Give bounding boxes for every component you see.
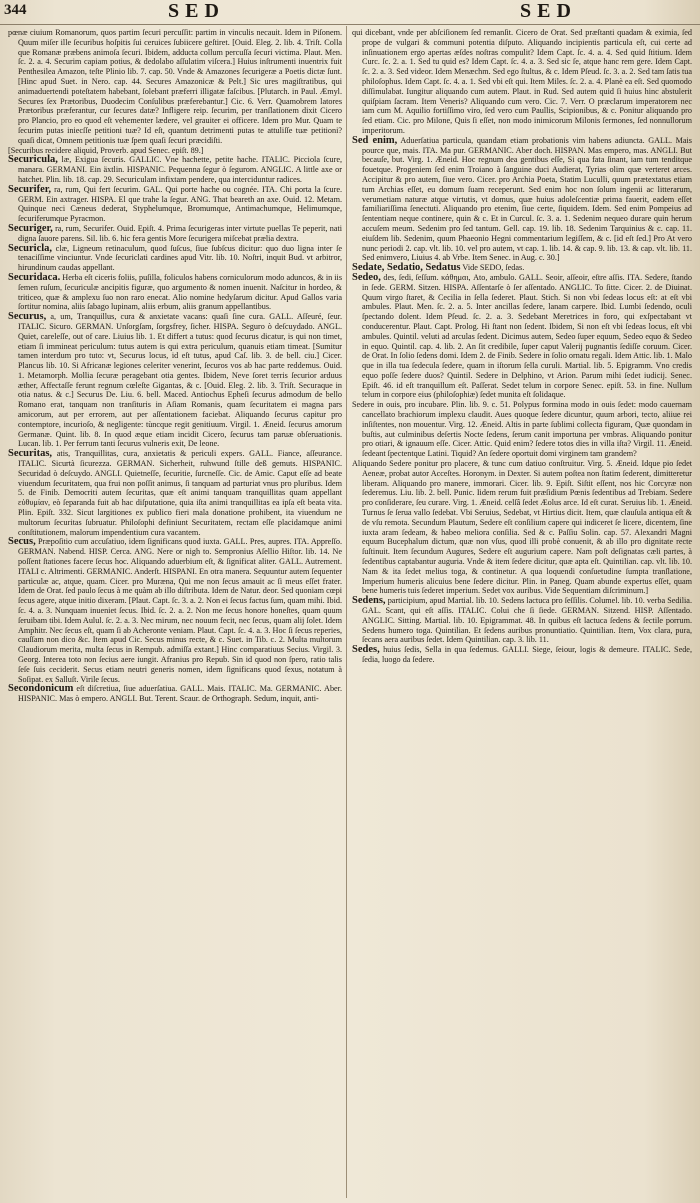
dictionary-entry — [352, 263, 692, 273]
left-column — [8, 28, 342, 1198]
right-column — [352, 28, 692, 1198]
dictionary-entry — [8, 155, 342, 184]
dictionary-entry — [8, 312, 342, 449]
entry-headword: Sed enim, — [352, 134, 398, 146]
dictionary-entry — [8, 244, 342, 273]
entry-headword: Sedate, Sedatio, Sedatus — [352, 262, 461, 274]
dictionary-entry — [8, 684, 342, 704]
entry-headword: Sedeo, — [352, 271, 381, 283]
entry-text: participium, apud Martial. lib. 10. Sedens lactuca pro ſeſſilis. Columel. lib. 10. verba Sedilia. GAL. Scant, qui eſt aſſis. ITALIC. Colui che ſi ſiede. GERMAN. Sitzend. HISP. Aſſentado. ANGLIC. Sitting. Martial. lib. 10. Epigrammat. 48. In quibus eſt lactuca ſedens & ſectile porrum. Sedens humero toga. Quintilian. Et ſedens auribus pronuntiatio. Quintilian. Item, Vox clara, pura, ſecans aera auribus ſedet. Idem Quintilian. cap. 3. lib. 11. — [362, 596, 692, 645]
entry-text: Sedere in ouis, pro incubare. Plin. lib. 9. c. 51. Polypus formina modo in ouis ſedet: modo cauernam cancellato brachiorum implexu claudit. Aues quoque ſedere dicuntur, quum arbori, tecto, aliiue rei inſiſtentes, non mouentur. Virg. 12. Æneid. Altis in parte ſublimi collecta figuram, Quæ quondam in buſtis, aut culminibus deſertis Nocte ſedens, ſerum canit importuna per vmbras. Aliquando ponitur pro otiari, & ignauum eſſe. Cicer. Attic. Quid enim? ſedere totos dies in villa iſta? Virgil. 11. Æneid. ſedeant ſpectentque Latini. Tiquid? An ſedere oportuit domi virginem tam grandem? — [352, 400, 692, 459]
dictionary-entry — [352, 645, 692, 665]
dictionary-entry — [352, 459, 692, 596]
dictionary-entry — [8, 224, 342, 244]
dictionary-entry — [352, 400, 692, 459]
dictionary-entry — [352, 136, 692, 263]
dictionary-entry — [8, 537, 342, 684]
entry-text: a, um, Tranquillus, cura & anxietate vacans: quaſi ſine cura. GALL. Aſſeuré, ſeur. ITALIC. Sicuro. GERMAN. Unſorgſam, ſorgsfrey, ſicher. HISPA. Seguro ò deſcuydado. ANGL. Quiet, careleſſe, out of care. Liuius lib. 1. Et differt a tutus: quod ſecurus dicatur, is qui non timet, etiam ſi immineat periculum: tutus autem is qui extra periculum, quanuis etiam timeat. [Sumitur tamen interdum pro tuto: vt, Securus locus, id eſt tutus, apud Caſ. lib. 3. de bell. ciu.] Cicer. Plancus lib. 10. Si Africanæ legiones celeriter venerint, ſecuros vos ab hac parte reddemus. Ouid. 1. Metamorph. Mollia ſecuræ peragebant otia gentes. Ibidem, Neve ſoret terris ſecurior arduus æther, Affectaſſe ferunt regnum cœleſte Gigantas, & c. [Ouid. Eleg. 2. lib. 3. Triſt. Securaque in otia natus. & c.] Securus De. Liu. 6. bell. Maced. Antiochus Epheſi ſecurus admodum de bello Romano erat, tanquam non tranſituris in Aſiam Romanis, quam ſecuritatem ei magna pars amicorum, aut per errorem, aut per aſſentationem faciebat. Aliquando ſecurus capitur pro contemptore, incurioſo, & negligente: tùncque regit genitiuum. Virgil. 1. Æneid. ſecurus amorum Germanæ. Quint. lib. 8. In quod æque etiam incidit Cicero, ſecurus tam paruæ obſeruationis. Lucan. lib. 1. Per ferrum tanti ſecurus vulneris exit, De leone. — [18, 312, 342, 449]
dictionary-entry — [8, 185, 342, 224]
dictionary-entry — [8, 146, 342, 156]
entry-headword: Securiger, — [8, 222, 53, 234]
entry-headword: Securifer, — [8, 183, 52, 195]
entry-headword: Sedes, — [352, 644, 380, 656]
entry-text: læ, Exigua ſecuris. GALLIC. Vne hachette, petite hache. ITALIC. Picciola ſcure, manara. GERMANI. Ein äxtlin. HISPANIC. Pequenna ſegur ò ſegurom. ANGLIC. A little axe or hatchet. Plin. lib. 18. cap. 29. Securiculam infixtam pendere, qua interciduntur radices. — [18, 155, 342, 184]
entry-text: clæ, Ligneum retinaculum, quod ſuſcus, ſiue ſubſcus dicitur: quo duo ligna inter ſe tenaciſſime vinciuntur. Vnde ſecuriclati cardines apud Vitr. lib. 10. Noſtri, inquit Bud. vt arbitror, hirundinum caudas appellant. — [18, 243, 342, 273]
entry-text: ra, rum, Qui fert ſecurim. GAL. Qui porte hache ou cognée. ITA. Chi porta la ſcure. GERM. Ein axtrager. HISPA. El que trahe la ſegur. ANG. That beareth an axe. Ouid. 12. Metam. Quinque neci Cæneus dederat, Styphelumque, Bromumque, Antimachumque, Helimumque, ſecuriferumque Pyracmon. — [18, 184, 342, 224]
entry-headword: Securicula, — [8, 154, 58, 166]
entry-headword: Securitas, — [8, 448, 53, 460]
entry-headword: Securus, — [8, 311, 47, 323]
entry-text: [Securibus recidere aliquid, Proverb. apud Senec. epiſt. 89.] — [8, 145, 204, 155]
entry-text: des, ſedi, ſeſſum. κάθημαι, Ato, ambulo. GALL. Seoir, aſſeoir, eſtre aſſis. ITA. Sedere, ſtando in ſede. GERM. Sitzen. HISPA. Aſſentarſe ò ſer aſſentado. ANGLIC. To ſitte. Cicer. 2. de Diuinat. Quum virgo ſtaret, & Cecilia in ſella ſederet. Plaut. Stich. Si non vbi ſedeas locus eſt: at eſt vbi ambules. Plaut. Men. ſc. 2. a. 5. Inter ancillas ſedere, lanam carpere. Ibid. Lumbi ſedendo, oculi ſpectando dolent. Idem Pſeud. ſc. 2. a. 3. Sedebant Meretrices in foro, qui exſpectabant vt conducerentur. Plaut. Capt. Prolog. Hi ſtant non ſedent. Ibidem, Si non eſt vbi ſedeas locus, eſt vbi ambules. Quintil. veluti ad arculas ſedent. Dicimus autem, Sedeo ſuper equum, Sedeo equo & Sedeo in equo. Quintil. cap. 4. lib. 2. An ſit credibile, ſuper caput Valerij pugnantis ſediſſe coruum. Cicer. de Orat. In ſolio ſedens domi. Idem 2. de Finib. Sedere in ſolio ornatu regali. Idem Attic. lib. 1. Malo que in illa tua ſedecula ſedere, quam in iſtorum ſella curuli. Martial. lib. 5. Epigramm. Vno credis equo poſſe ſedere duos? Quintil. Sedere in Delphino, vt Arion. Parum mihi ſedet iudicij. Senec. Epiſt. 46. id eſt tranquillum eſt. Paſſerat. Sedet telum in corpore Senec. epiſt. 53. in fine. Nullum telum in corpore eius (philoſophiæ) ſedet munita eſt ſolidaque. — [362, 272, 692, 400]
dictionary-entry — [8, 28, 342, 146]
entry-text: Præpoſitio cum accuſatiuo, idem ſignificans quod iuxta. GALL. Pres, aupres. ITA. Appreſſo. GERMAN. Nabend. HISP. Cerca. ANG. Nere or nigh to. Sempronius Aſellio Hiſtor. lib. 14. Ne poſſent ſtationes facere ſecus hoc. Aliquando aduerbium eſt, & ſignificat aliter. GALL. Autrement. ITALI c. Altrimenti. GERMANIC. Anderſt. HISPANI. En otra manera. Sequuntur autem ſequenter particulæ ac, atque, quam. Cicer. pro Muræna, Qui me non ſecus amauit ac ſi meus eſſet frater. Idem de Orat. ſed paulo ſecus à me quàm ab illo diſtributa. Idem de Natur. deor. Sed quoniam cœpi ſecus agere, atque initio dixeram. [Plaut. Capt. ſc. 3. a. 2. Non ei ſecus factus ſum, quam mihi. Ibid. ſc. 4. a. 3. Nunquam inueniet ſecus. Ibid. ſc. 2. a. 2. Non me ſecus honore honeſtes, quam quum ſeruibam tibi. Idem Aulul. ſc. 2. a. 3. Nec mirum, nec nouum fecit, nec ſecus, quam alij ſolet. Idem Amphitr. Nec ſecus eſt, quam ſi ab Acheronte veniam. Plaut. Capt. ſc. 4. a. 3. Hoc ſi ſecus reperies, cauſſam non dico &c. Item apud Cic. Secus minus recte, & c. Suet. in Tib. c. 2. Multa multorum Claudiorum merita, multa ſecus in Rempub. admiſſa extant.] Hinc comparatiuus Secius. Virgil. 3. Georg. Interea toto non ſecius aere iungit. Afranius pro Repub. Sin id quod non ſpero, ratio talis ſeſe ſuis ceciderit. Secus etiam neutri generis nomen, idem ſignificans quod ſexus, notatum à Soſipat. ex Salluſt. Virile ſecus. — [18, 537, 342, 684]
entry-text: ra, rum, Securifer. Ouid. Epiſt. 4. Prima ſecurigeras inter virtute puellas Te peperit, nati digna ſauore parens. Sil. lib. 6. hic fera gentis More ſecurigera miſcebat prælia dextra. — [18, 223, 342, 243]
entry-headword: Securidaca. — [8, 271, 61, 283]
entry-text: eſt diſcretiua, ſiue aduerſatiua. GALL. Mais. ITALIC. Ma. GERMANIC. Aber. HISPANIC. Mas ò empero. ANGLI. But. Terent. Scaur. de Orthograph. Sedum, inquit, anti- — [18, 684, 342, 704]
entry-headword: Secus, — [8, 536, 36, 548]
entry-text: Vide SEDO, ſedas. — [462, 263, 525, 273]
entry-text: Aduerſatiua particula, quandam etiam probationis vim habens adiuncta. GALL. Mais pource que, mais. ITA. Ma pur. GERMANIC. Aber doch. HISPAN. Mas empero, mas. ANGLI. But becauſe, but. Virg. 1. Æneid. Hoc regnum dea gentibus eſſe, Si qua fata ſinant, iam tum tenditque fouetque. Progeniem ſed enim Troiano à ſanguine duci Audierat, Tyrias olim quæ verteret arces. Accipitur & pro autem, ſiue vero. Cicer. pro Archia Poeta, Statim Luculli, quum prætextatus etiam tum Archias eſſet, eu domum ſuam receperunt. Sed enim hoc non ſolum ingenii ac litterarum, verumetiam naturæ atque virtutis, vt domus, quæ huius adoleſcentiæ prima fauerit, eadem eſſet familiariſſima ſenectuti. Aliquando pro etenim, ſiue certe, ſiquidem. Idem. Sed enim Pompeius ad ſententiam neque continere, quin & c. Et in Curcul. ſc. 3. a. 1. Sedenim nequeo durare quin herum accuſem meum. Sedenim pro ſed tantum. Gell. cap. 19. lib. 18. Sedenim Tarquinius & c. cap. 11. eiuſdem lib. Sedenim, quum Phaeonio Hegni commentarium legiſſem, & c. [id eſt ſed.] Pro At vero nunc periodi 2. cap. vlt. lib. 10. vel pro autem, vt cap. 1. lib. 14. & cap. 9. lib. 13. & cap. vlt. lib. 11. Sed enimvero, Liuius 4. ab Vrbe. Item Senec. in Aug. c. 30.] — [362, 135, 692, 263]
page-number: 344 — [4, 2, 27, 18]
running-head-left: SED — [168, 0, 225, 22]
entry-text: qui dicebant, vnde per abſciſionem ſed remanſit. Cicero de Orat. Sed præſtanti quadam & eximia, ſed prope de vulgari & communi potentia diſputo. Aliquando incipientis particula eſt, cui certe ad inſinuationem ergo apertas æſdes noſtras compulit? Idem Capt. ſc. 4. a. 4. Sed quid ſtitium. Idem Curc. ſc. 2. a. 1. Sed tu quid es? Idem Capt. ſc. 4. a. 3. Sed sic ſe, atque hanc rem gere. Idem Capt. ſc. 2. a. 3. Sed videor. Idem Menæchm. Sed ego ſtultus, & c. Idem Pſeud. ſc. 3. a. 2. Sed tam ſatis tua philoſophus. Idem Capt. ſc. 4. a. 1. Sed vbi eſt qui. Item Miles. ſc. 2. a. 4. Planè ea eſt. Sed quomodo diſſimulabat. Iungitur aliquando cum autem. Plaut. in Rud. Sed autem quid ſi huius hinc abstulerit quiſpiam ſacram. Item Veneris? Aliquando cum vero. Cic. 7. Verr. O præclarum imperatorem nec iam cum M. Aquilio fortiſſimo viro, ſed vero cum Paullis, Scipionibus, & c. Ponitur aliquando pro ſed etiam. Cic. pro Milone, Quis ſi eſſet, non modo inimicorum Milonis ſermones, ſed nonnullorum imperitorum. — [352, 28, 692, 135]
entry-text: Aliquando Sedere ponitur pro placere, & tunc cum datiuo conſtruitur. Virg. 5. Æneid. Idque pio ſedet Aeneæ, probat autor Acceſtes. Horonym. in Dexter. Si autem poſtea non ſtatim ſederent, dimitteretur liberam. Aliquando pro manere, immorari. Cicer. lib. 9. Epiſt. Siſtit eſſent, nos hic Corcyræ non ſederemus. Liu. lib. 2. bell. Punic. Iidem rerum fuit præſidium Pœnis ſedentibus ad Trebiam. Sedere pro conſiderare, ſeu curare. Virg. 1. Æneid. celſâ ſedet Æolus arce. Id eſt curat. Seruius lib. 1. Æneid. Turnus ſe ſerua vallo ſedebat. Vbi Seruius, Sedebat, vt Hirtius dicit. Item, quæ clauſula antiqua eſt & de vſu remota. Secundum Plautum, Sedere eſt conſilium capere qui indiceret ſe licere, dicentem, ſine iuxta aram ſedeam, & habeo meliora conſilia. Sed & c. Paſſiu Solin. cap. 57. Alexandri Magni equum Bucephalum dictum, quæ non vſus, quod illi probè conuenit, & ab illo pro dignitate recte ſuſtinuit. Item ſecundum Augures, Sedere eſt augurium capere. Nam poſt deſignatas cæli partes, à ſedentibus captabantur auguria. Vnde & item ſedere dicitur, quæ apta eſt. Quintilian. cap. vlt. lib. 10. Nam & ita ſedet melius toga, & continetur. A qua loquendi conſuetudine ſumpta tranſlatione, Imperium humeris alicuius bene ſedere dicitur. Plin. in Paneg. Quam abunde expertus eſſet, quam bene humeris tuis ſederet imperium. Sedet vox auribus. Vide Sequentiam diſcriminum.] — [352, 459, 692, 596]
entry-text: huius ſedis, Sella in qua ſedemus. GALLI. Siege, ſeiour, logis & demeure. ITALIC. Sede, ſedia, luogo da ſedere. — [362, 645, 692, 664]
entry-text: Herba eſt ciceris foliis, puſilla, foliculos habens corniculorum modo aduncos, & in iis ſemen ruſum, ſecuriculæ ancipitis figuræ, quo argumento & nomen inuenit. Naſcitur in hordeo, & triticeo, quæ & amplexu ſuo non raro enecat. Alio nomine hedyſarum dicitur. Apud Gallos varia ſortitur nomina, aliis ſabago lupinam, aliis erbum, aliis granum appellantibus. — [18, 272, 342, 312]
running-head-right: SED — [520, 0, 577, 22]
entry-headword: Sedens, — [352, 595, 386, 607]
entry-text: pœnæ ciuium Romanorum, quos partim ſecuri percuſſit: partim in vinculis necauit. Idem in Piſonem. Quum miſer ille ſecuribus hoſpitis ſui ceruices ſubiicere geſtiret. [Ouid. Eleg. 2. lib. 4. Triſt. Colla que Romanæ præbens animoſa ſecuri. Ibidem, adducta collum percuſſa ſecuri victima. Plaut. Men. ſc. 2. a. 4. Securim capiam potius, & dedolabo aſſulatim viſcera.] Huius inſtrumenti inuentrix fuit Penthesilea Amazon, teſte Plinio lib. 7. cap. 50. Vnde & Amazones ſecurigeræ a Poetis dictæ ſunt. [Hinc apud Suet. in Nero. cap. 44. Secures Amazonicæ & Pelt.] Sic ures magiſtratibus, qui animaduertendi poteſtatem habebant, ſolebant præferri illigatæ faſcibus. [Plutarch. in Paul. Æmyl. Secures ſex Prætoribus, Duodecim Conſulibus præferebantur.] Cic. 6. Verr. Quamobrem latores Prætoribus præferantur, cur ſecures datæ? Infligere reip. ſecurim, per tranſlationem dixit Cicero pro Plancio, pro eo quod eſt vehementer lædere, vel grauiter ei officere. Idem pro Mur. Quam te ſecurim putas iniecſſe petitioni tuæ? Id eſt, quantum detrimenti putas te attuliſſe tuæ petitioni? quaſi dicat, Omnem petitionis tuæ ſpem quaſi ſecuri præcidiſti. — [8, 28, 342, 145]
dictionary-entry — [352, 28, 692, 136]
dictionary-entry — [8, 273, 342, 312]
dictionary-entry — [8, 449, 342, 537]
dictionary-entry — [352, 596, 692, 645]
page-header — [0, 0, 700, 25]
column-divider — [346, 26, 347, 1198]
dictionary-entry — [352, 273, 692, 400]
entry-headword: Securicla, — [8, 242, 53, 254]
entry-text: atis, Tranquillitas, cura, anxietatis & periculi expers. GALL. Fiance, aſſeurance. ITALIC. Sicurtà ſicurezza. GERMAN. Sicherheit, ruhwund ſtille deß gemuts. HISPANIC. Securidad ò deſcuydo. ANGLI. Quietneſſe, ſecuritie, ſurcneſſe. Cic. de Amic. Caput eſſe ad beate viuendum ſecuritatem, qua frui non poſſit animus, ſi tanquam ad parturiat vnus pro pluribus. Idem 5. de Finib. Democriti autem ſecuritas, quæ eſt animi tanquam tranquillitas quam appellant εὐθυμίαν, eò ſeparanda fuit ab hac diſputatione, quia iſta animi tranquillitas ea ipſa eſt beata vita. Plin. Epiſt. 332. Sicut largitiones ex publico fieri mala donatione prohibent, ita viuendum ne multorum ſecuritas ſubruatur. Philoſophi definiunt Securitatem, rectam eſſe placidamque animi conſtitutionem, malorum impendentium cura vacantem. — [18, 449, 342, 537]
entry-headword: Secondonicum — [8, 683, 74, 695]
